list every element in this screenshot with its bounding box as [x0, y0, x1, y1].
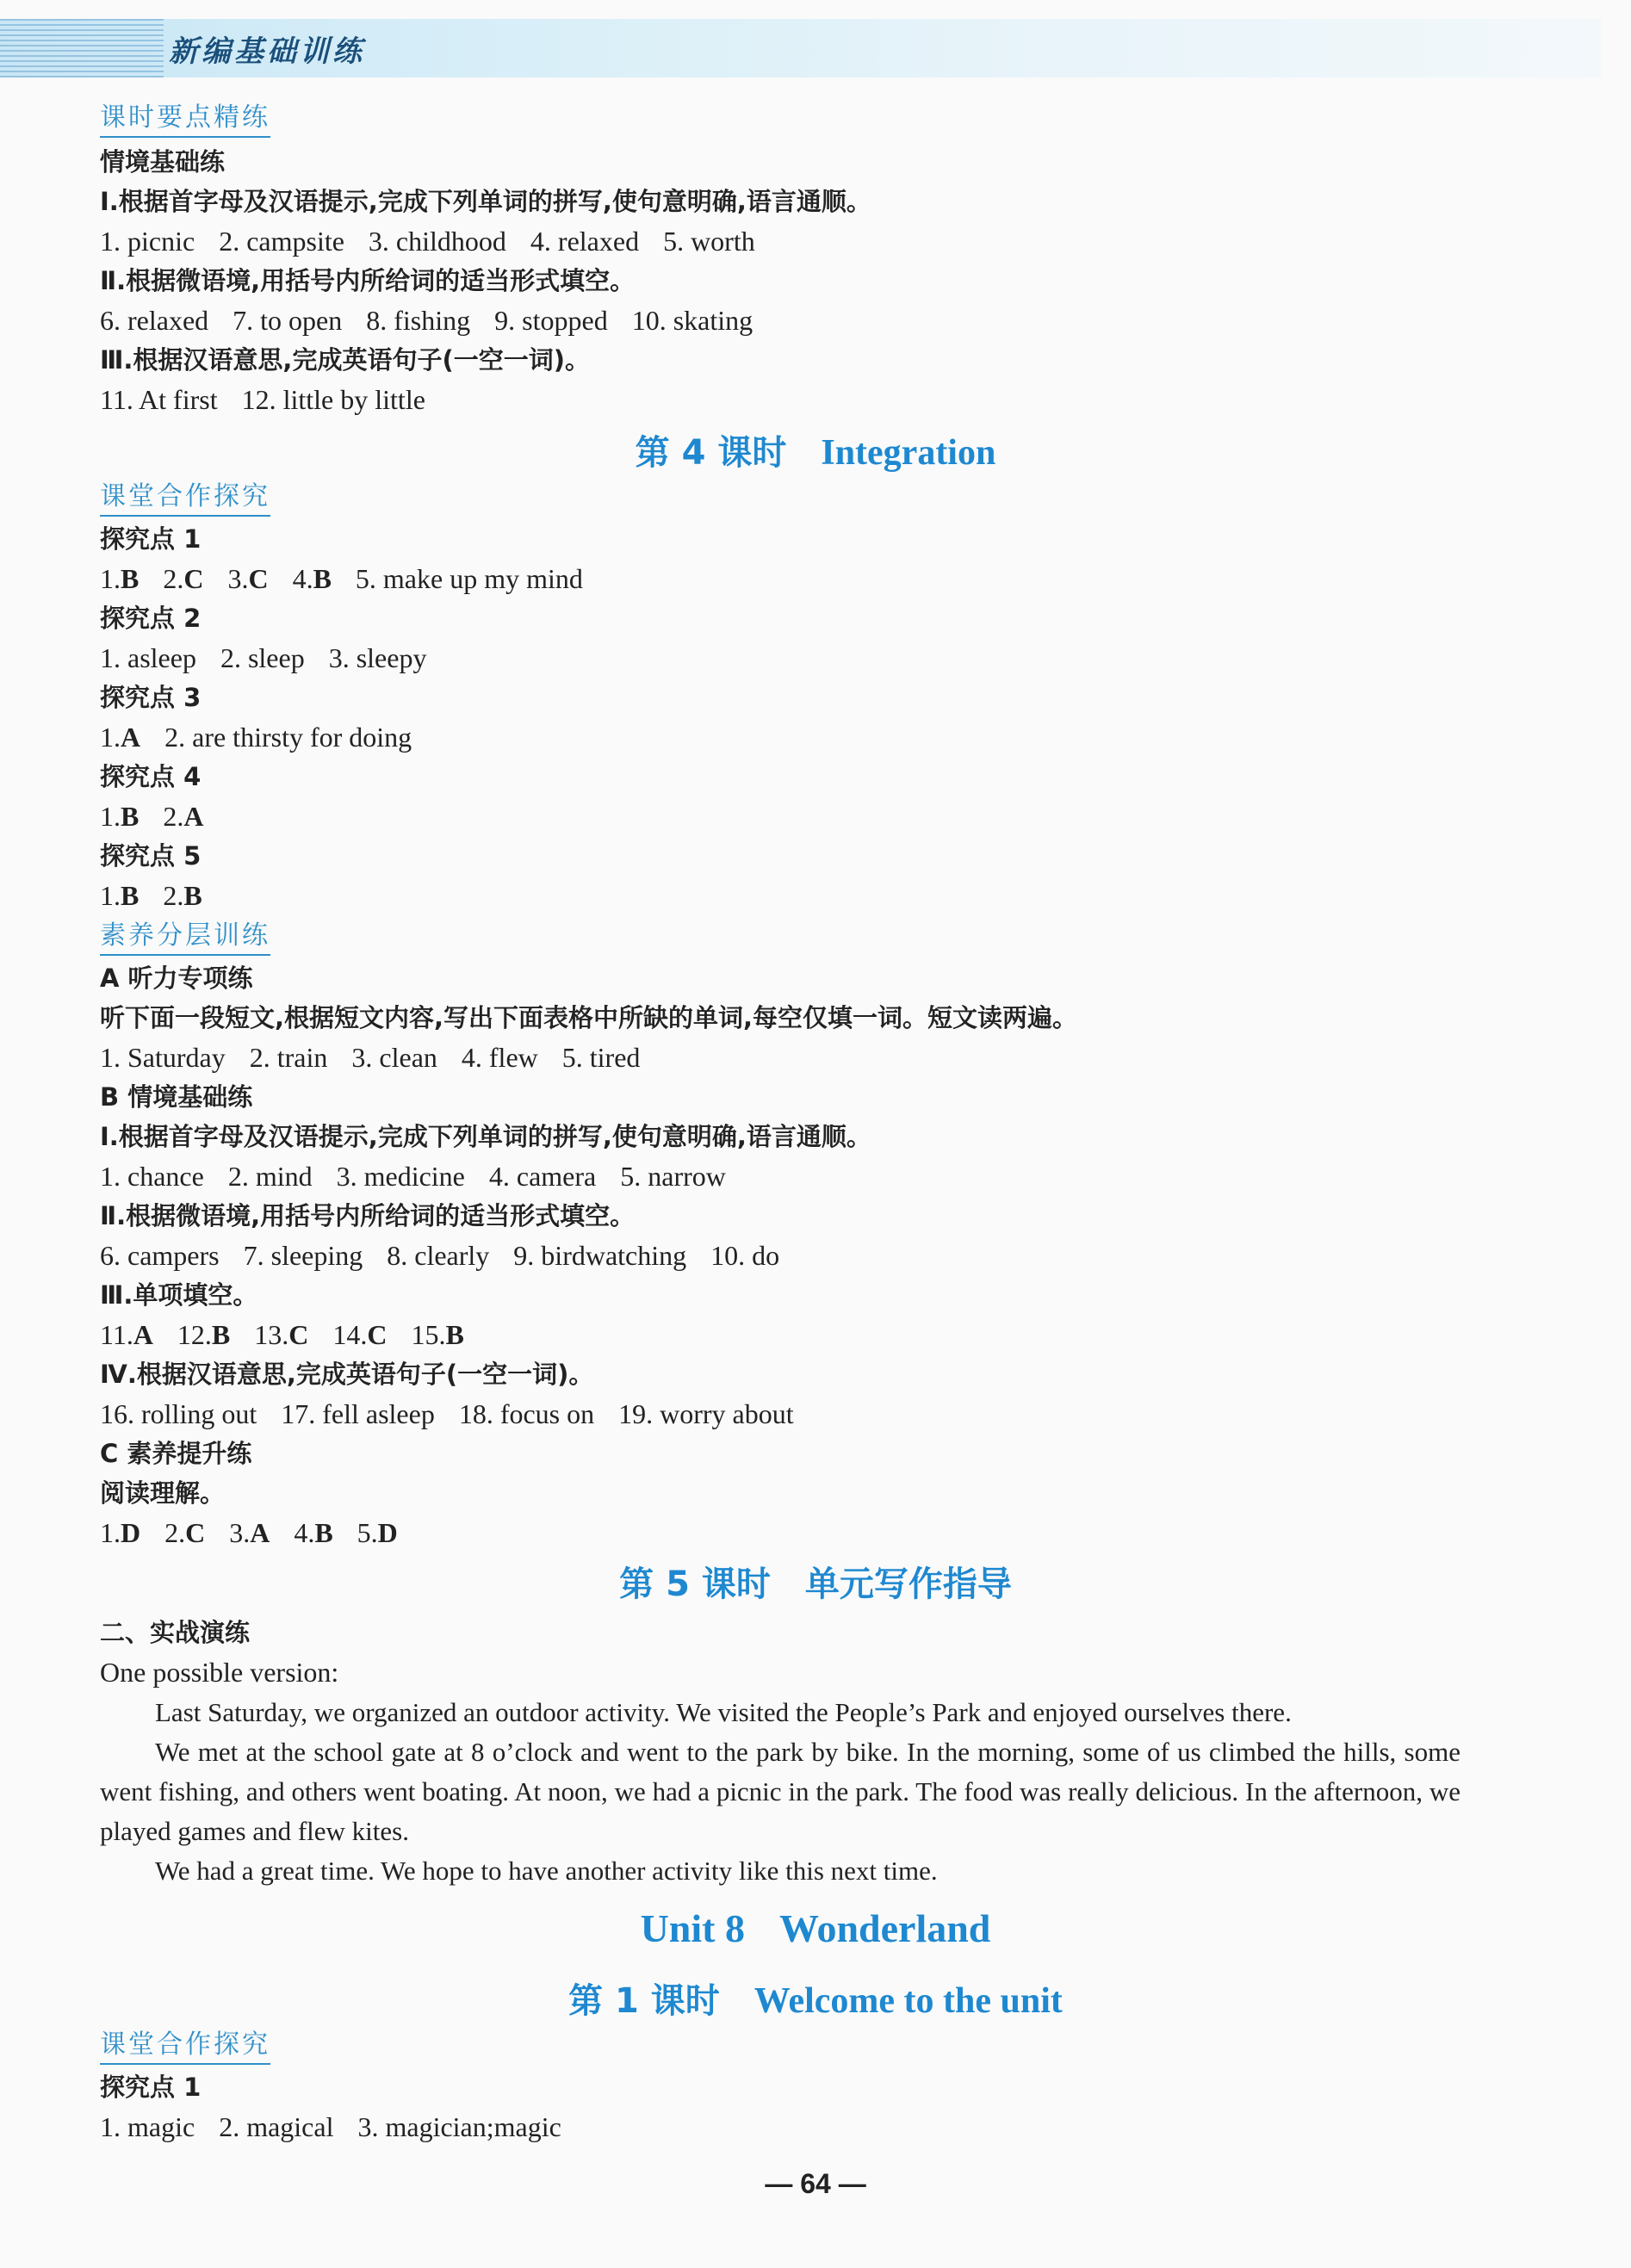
- answer-line: 1.D 2.C 3.A 4.B 5.D: [100, 1517, 398, 1548]
- sub-heading: 探究点 2: [100, 604, 202, 633]
- sub-heading: 探究点 1: [100, 524, 202, 554]
- answer-line: 1. asleep 2. sleep 3. sleepy: [100, 642, 427, 673]
- sub-heading: C 素养提升练: [100, 1439, 252, 1468]
- section-label: 素养分层训练: [100, 920, 270, 956]
- lesson-heading: 第 4 课时 Integration: [635, 433, 996, 473]
- sub-heading: 探究点 1: [100, 2073, 202, 2102]
- answer-line: 1.B 2.C 3.C 4.B 5. make up my mind: [100, 563, 583, 594]
- section-label: 课时要点精练: [100, 102, 270, 138]
- book-title: 新编基础训练: [169, 34, 365, 69]
- header-stripes: [0, 19, 164, 77]
- answer-line: 1.B 2.A: [100, 801, 204, 832]
- answer-line: 1.A 2. are thirsty for doing: [100, 722, 412, 753]
- answer-line: 11.A 12.B 13.C 14.C 15.B: [100, 1319, 464, 1350]
- answer-line: 6. relaxed 7. to open 8. fishing 9. stopped 10. skating: [100, 305, 753, 336]
- section-label: 课堂合作探究: [100, 2029, 270, 2065]
- sub-heading: 情境基础练: [100, 147, 226, 177]
- answer-line: 1. magic 2. magical 3. magician;magic: [100, 2111, 561, 2142]
- instruction: 阅读理解。: [100, 1478, 226, 1508]
- essay-paragraph: We had a great time. We hope to have another activity like this next time.: [155, 1856, 938, 1886]
- sub-heading: B 情境基础练: [100, 1082, 253, 1112]
- sub-heading: 探究点 5: [100, 841, 202, 871]
- answer-line: 16. rolling out 17. fell asleep 18. focus on 19. worry about: [100, 1398, 794, 1429]
- sub-heading: 探究点 4: [100, 762, 202, 791]
- sub-heading: 二、实战演练: [100, 1618, 251, 1647]
- essay-paragraph: Last Saturday, we organized an outdoor activity. We visited the People’s Park and enjoyed ourselves there.: [155, 1697, 1292, 1727]
- instruction: Ⅲ.单项填空。: [100, 1280, 258, 1310]
- unit-heading: Unit 8 Wonderland: [640, 1906, 991, 1950]
- instruction: Ⅰ.根据首字母及汉语提示,完成下列单词的拼写,使句意明确,语言通顺。: [100, 1122, 871, 1151]
- sub-heading: 探究点 3: [100, 683, 202, 712]
- instruction: Ⅳ.根据汉语意思,完成英语句子(一空一词)。: [100, 1360, 594, 1389]
- page-number: [0, 2168, 1631, 2200]
- answer-line: 1. picnic 2. campsite 3. childhood 4. relaxed 5. worth: [100, 226, 755, 257]
- answer-line: 1. Saturday 2. train 3. clean 4. flew 5. tired: [100, 1042, 641, 1073]
- lesson-heading: 第 1 课时 Welcome to the unit: [568, 1981, 1063, 2021]
- answer-line: 1.B 2.B: [100, 880, 202, 911]
- dash-left: —: [765, 2168, 801, 2199]
- sub-heading: A 听力专项练: [100, 964, 253, 993]
- instruction: Ⅲ.根据汉语意思,完成英语句子(一空一词)。: [100, 345, 590, 375]
- instruction: 听下面一段短文,根据短文内容,写出下面表格中所缺的单词,每空仅填一词。短文读两遍。: [100, 1003, 1078, 1032]
- answer-line: 1. chance 2. mind 3. medicine 4. camera 5. narrow: [100, 1161, 726, 1192]
- intro-text: One possible version:: [100, 1657, 339, 1688]
- instruction: Ⅰ.根据首字母及汉语提示,完成下列单词的拼写,使句意明确,语言通顺。: [100, 187, 871, 216]
- dash-right: —: [830, 2168, 866, 2199]
- lesson-heading: 第 5 课时 单元写作指导: [619, 1565, 1012, 1604]
- instruction: Ⅱ.根据微语境,用括号内所给词的适当形式填空。: [100, 1201, 636, 1230]
- page-header: [0, 19, 1602, 77]
- essay-paragraph: We met at the school gate at 8 o’clock and went to the park by bike. In the morning, some of us climbed the hills, some went fishing, and others went boating. At noon, we had a picnic in the park. The food was really delicious. In the afternoon, we played games and flew kites.: [100, 1737, 1460, 1846]
- page-number-value: 64: [800, 2168, 831, 2199]
- answer-line: 6. campers 7. sleeping 8. clearly 9. birdwatching 10. do: [100, 1240, 780, 1271]
- answer-line: 11. At first 12. little by little: [100, 384, 425, 415]
- section-label: 课堂合作探究: [100, 480, 270, 517]
- instruction: Ⅱ.根据微语境,用括号内所给词的适当形式填空。: [100, 266, 636, 295]
